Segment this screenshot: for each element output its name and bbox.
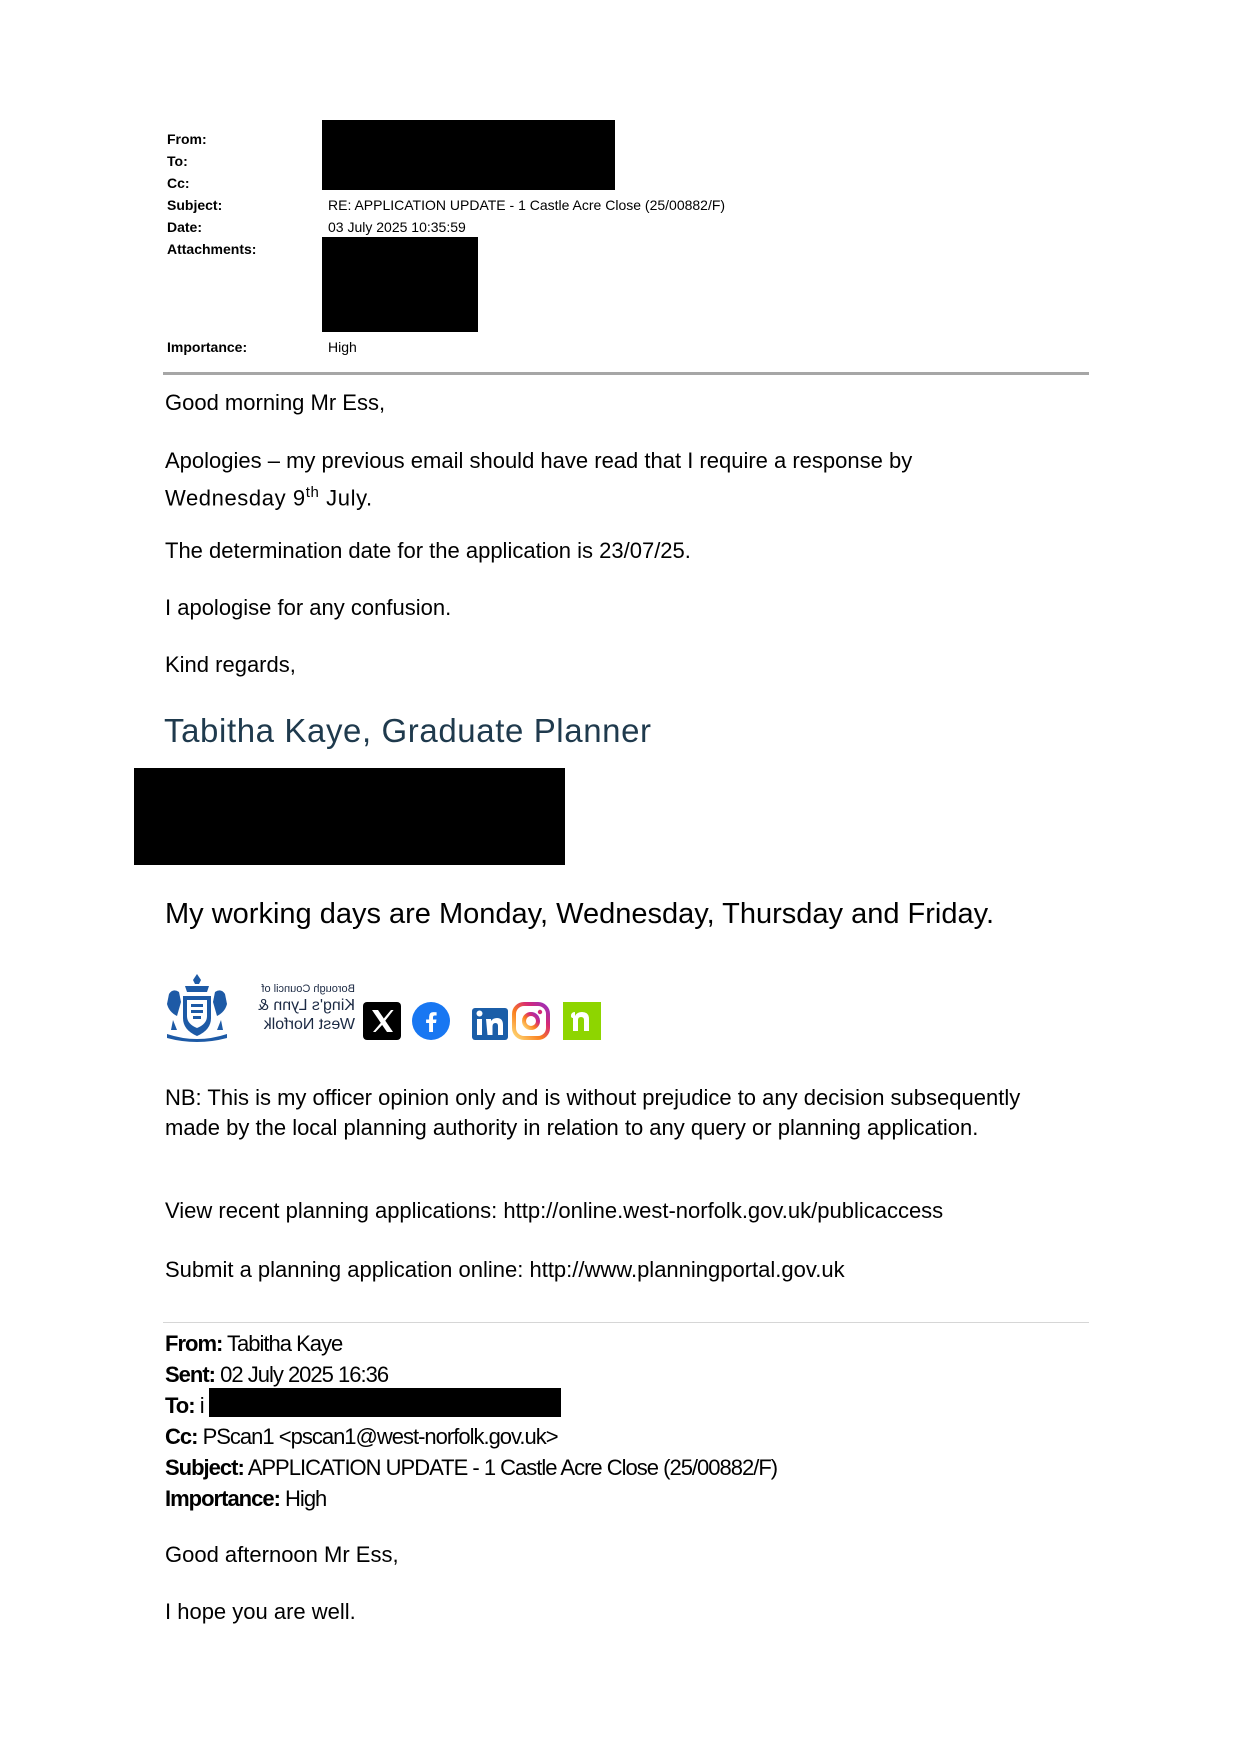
council-logo-line-3: West Norfolk: [263, 1016, 355, 1033]
quoted-importance-label: Importance:: [165, 1486, 280, 1511]
quoted-to: [165, 1393, 204, 1419]
quoted-subject-value: APPLICATION UPDATE - 1 Castle Acre Close (25/00882/F): [247, 1455, 778, 1480]
attachments-label: Attachments:: [167, 241, 257, 257]
quoted-line-1: I hope you are well.: [165, 1599, 356, 1624]
quoted-sent: [165, 1362, 388, 1388]
view-applications-link[interactable]: View recent planning applications: http://online.west-norfolk.gov.uk/publicaccess: [165, 1198, 944, 1223]
quoted-importance: [165, 1486, 326, 1512]
redaction-block-attachments: [322, 237, 478, 332]
quoted-subject-label: Subject:: [165, 1455, 244, 1480]
nb-disclaimer: NB: This is my officer opinion only and is without prejudice to any decision subsequently made by the local planning authority in relation to any query or planning application.: [165, 1085, 1021, 1140]
signature-name: Tabitha Kaye, Graduate Planner: [164, 712, 652, 749]
importance-label: Importance:: [167, 339, 248, 355]
apology-line-2: [165, 478, 373, 513]
quoted-cc: [165, 1424, 558, 1450]
greeting: Good morning Mr Ess,: [165, 390, 386, 415]
redaction-block-signature: [134, 768, 565, 865]
cc-label: Cc:: [167, 175, 190, 191]
council-crest-icon: [163, 972, 231, 1044]
date-label: Date:: [167, 219, 203, 235]
redaction-block-quoted-to: [209, 1388, 561, 1417]
quote-divider: [163, 1322, 1089, 1323]
quoted-from: [165, 1331, 342, 1357]
from-label: From:: [167, 131, 207, 147]
quoted-from-value: Tabitha Kaye: [227, 1331, 343, 1356]
quoted-cc-label: Cc:: [165, 1424, 198, 1449]
quoted-cc-value: PScan1 <pscan1@west-norfolk.gov.uk>: [202, 1424, 558, 1449]
quoted-subject: [165, 1455, 777, 1481]
header-divider: [163, 372, 1089, 375]
quoted-from-label: From:: [165, 1331, 223, 1356]
working-days: My working days are Monday, Wednesday, Thursday and Friday.: [165, 898, 995, 930]
facebook-icon[interactable]: [412, 1002, 450, 1040]
importance-value: High: [328, 339, 357, 355]
quoted-to-label: To:: [165, 1393, 195, 1418]
quoted-sent-label: Sent:: [165, 1362, 215, 1387]
quoted-to-value: i: [199, 1393, 204, 1418]
to-label: To:: [167, 153, 188, 169]
subject-value: RE: APPLICATION UPDATE - 1 Castle Acre Close (25/00882/F): [328, 197, 726, 213]
quoted-sent-value: 02 July 2025 16:36: [220, 1362, 389, 1387]
council-logo-text: [240, 983, 355, 1039]
redaction-block-recipients: [322, 120, 615, 190]
determination-date: The determination date for the application is 23/07/25.: [165, 538, 691, 563]
apology-line-2-post: July.: [319, 485, 373, 511]
submit-application-link[interactable]: Submit a planning application online: http://www.planningportal.gov.uk: [165, 1257, 845, 1282]
subject-label: Subject:: [167, 197, 223, 213]
instagram-icon[interactable]: [512, 1002, 550, 1040]
sign-off: Kind regards,: [165, 652, 296, 677]
council-logo-line-1: Borough Council of: [261, 983, 355, 995]
apology-confusion: I apologise for any confusion.: [165, 595, 452, 620]
council-logo-line-2: King's Lynn &: [258, 997, 355, 1014]
ordinal-suffix: th: [305, 484, 320, 501]
linkedin-icon[interactable]: [472, 1002, 510, 1040]
apology-line-2-pre: Wednesday 9: [165, 485, 306, 511]
quoted-importance-value: High: [285, 1486, 327, 1511]
date-value: 03 July 2025 10:35:59: [328, 219, 466, 235]
apology-line-1: Apologies – my previous email should have read that I require a response by: [165, 448, 913, 473]
x-icon[interactable]: [363, 1002, 401, 1040]
quoted-greeting: Good afternoon Mr Ess,: [165, 1542, 399, 1567]
nextdoor-icon[interactable]: [563, 1002, 601, 1040]
